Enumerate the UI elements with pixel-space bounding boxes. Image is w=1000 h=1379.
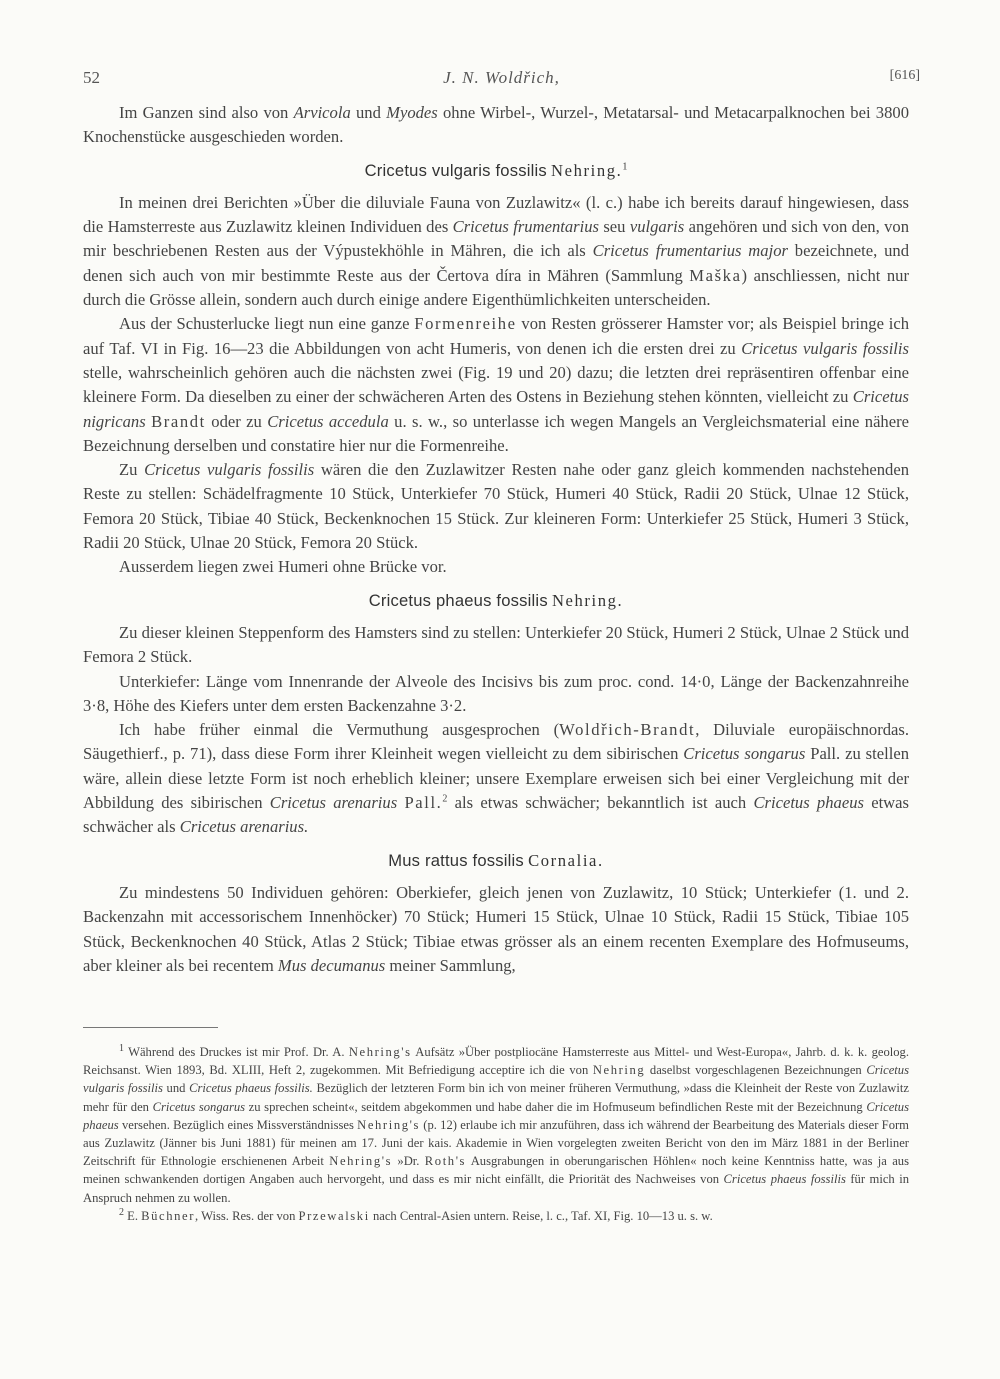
person-name: Nehring's <box>348 1045 412 1059</box>
running-header <box>83 68 920 94</box>
text-run: Unterkiefer: Länge vom Innenrande der Alveole des Incisivs bis zum proc. cond. 14·0, Länge der Backenzahnreihe 3·8, Höhe des Kiefers unter dem ersten Backenzahne 3·2. <box>83 671 909 715</box>
text-run: Ich habe früher einmal die Vermuthung ausgesprochen ( <box>119 720 560 740</box>
text-run: und <box>162 1081 190 1096</box>
text-run: E. <box>124 1208 142 1223</box>
text-run: von Resten grösserer Hamster vor; als Beispiel bringe ich auf Taf. VI in Fig. 16—23 die Abbildungen von acht Humeris, von denen ich die ersten drei zu <box>83 314 909 358</box>
taxon-name: Cricetus phaeus fossilis <box>723 1172 846 1187</box>
text-run: , Diluviale europäischnordas. Säugethierf., p. 71), dass diese Form ihrer Kleinheit wegen vielleicht zu dem sibirischen <box>83 720 909 764</box>
paragraph-8 <box>83 881 909 978</box>
person-name: Brandt <box>151 411 206 431</box>
text-run: In meinen drei Berichten »Über die diluviale Fauna von Zuzlawitz« (l. c.) habe ich bereits darauf hingewiesen, dass die Hamsterreste aus Zuzlawitz kleinen Individuen des <box>83 192 909 237</box>
section-taxon: Cricetus vulgaris fossilis <box>364 160 547 180</box>
text-run: als etwas schwächer; bekanntlich ist auch <box>447 793 754 813</box>
section-heading-cricetus-vulgaris <box>83 159 909 183</box>
text-run: versehen. Bezüglich eines Missverständnisses <box>118 1117 358 1132</box>
footnote-rule <box>83 1027 218 1028</box>
paragraph-7 <box>83 718 909 839</box>
text-run: seu <box>598 217 630 237</box>
section-heading-mus-rattus <box>83 849 909 873</box>
page-number: 52 <box>83 68 100 87</box>
paragraph-4 <box>83 555 909 579</box>
text-run: (p. 12) erlaube ich mir anzuführen, dass ich während der Bearbeitung des Materials dieser Form aus Zuzlawitz (Jänner bis Juni 1881) für meinen am 17. Juni der kais. Akademie in Wien vorgelegten zweiten Bericht von den im März 1881 in der Berliner Zeitschrift für Ethnologie erschienenen Arbeit <box>83 1117 909 1169</box>
paragraph-1 <box>83 191 909 312</box>
text-run: oder zu <box>205 411 268 431</box>
text-run: Ausgrabungen in oberungarischen Höhlen« noch keine Kenntniss hatte, was ja aus meinen schwankenden dortigen Angaben auch hervorgeht, und dass es mir nicht einfällt, die Priorität des Nachweises von <box>83 1154 909 1187</box>
text-run: ) anschliessen, nicht nur durch die Grösse allein, sondern auch durch einige andere Eigenthümlichkeiten unterscheiden. <box>83 265 909 310</box>
taxon-name: Cricetus phaeus <box>753 793 864 813</box>
person-name: Nehring's <box>357 1117 420 1132</box>
text-run: Zu <box>119 460 145 480</box>
taxon-name: Myodes <box>386 103 438 122</box>
person-name: Nehring <box>592 1063 646 1078</box>
paragraph-3 <box>83 458 909 555</box>
taxon-name: Cricetus arenarius. <box>179 817 309 837</box>
section-author: Cornalia. <box>528 850 604 870</box>
bracket-page-number: [616] <box>889 68 920 83</box>
text-run: Ausserdem liegen zwei Humeri ohne Brücke vor. <box>119 557 447 577</box>
text-run: Im Ganzen sind also von <box>119 103 294 122</box>
footnote-number: 1 <box>119 1042 124 1054</box>
person-name: Roth's <box>424 1154 467 1169</box>
taxon-name: Cricetus songarus <box>683 744 806 764</box>
taxon-name: Cricetus vulgaris fossilis <box>144 460 315 480</box>
running-title: J. N. Woldřich, <box>443 68 560 87</box>
person-name: Nehring's <box>329 1154 393 1169</box>
footnote-number: 2 <box>119 1206 124 1218</box>
taxon-name: Cricetus frumentarius <box>452 217 599 237</box>
text-run: ohne Wirbel-, Wurzel-, Metatarsal- und Metacarpalknochen bei 3800 Knochenstücke ausgeschieden worden. <box>83 103 909 147</box>
section-taxon: Cricetus phaeus fossilis <box>368 590 548 610</box>
text-run: Bezüglich der letzteren Form bin ich von meiner früheren Vermuthung, »dass die Kleinheit der Reste von Zuzlawitz mehr für den <box>83 1081 909 1114</box>
text-run: daselbst vorgeschlagenen Bezeichnungen <box>645 1063 867 1078</box>
paragraph-intro <box>83 101 909 150</box>
taxon-name: Mus decumanus <box>277 955 386 975</box>
text-run: , Wiss. Res. der von <box>195 1208 299 1223</box>
person-name: Pall. <box>404 793 443 813</box>
taxon-name: Arvicola <box>293 103 351 122</box>
taxon-name: Cricetus phaeus fossilis. <box>189 1081 313 1096</box>
text-run: Zu dieser kleinen Steppenform des Hamsters sind zu stellen: Unterkiefer 20 Stück, Humeri 2 Stück, Ulnae 2 Stück und Femora 2 Stück. <box>83 622 909 667</box>
taxon-name: Cricetus frumentarius major <box>592 241 788 261</box>
text-run: bezeichnete, und denen sich auch von mir bestimmte Reste aus der Čertova díra in Mähren (Sammlung <box>83 241 910 285</box>
text-run: nach Central-Asien untern. Reise, l. c., Taf. XI, Fig. 10—13 u. s. w. <box>369 1208 713 1223</box>
text-run: »Dr. <box>392 1154 425 1169</box>
section-heading-cricetus-phaeus <box>83 589 909 613</box>
paragraph-2 <box>83 312 909 458</box>
taxon-name: Cricetus vulgaris fossilis <box>83 1063 909 1096</box>
text-run: wären die den Zuzlawitzer Resten nahe oder ganz gleich kommenden nachstehenden Reste zu stellen: Schädelfragmente 10 Stück, Unterkiefer 70 Stück, Humeri 40 Stück, Radii 20 Stück, Ulnae 12 Stück, Femora 20 Stück, Tibiae 40 Stück, Beckenknochen 15 Stück. Zur kleineren Form: Unterkiefer 25 Stück, Humeri 3 Stück, Radii 20 Stück, Ulnae 20 Stück, Femora 20 Stück. <box>83 460 909 553</box>
section-author: Nehring. <box>551 590 624 610</box>
person-name: Maška <box>689 265 742 285</box>
taxon-name: Cricetus nigricans <box>83 387 909 431</box>
footnote-1 <box>83 1043 909 1207</box>
text-run: Pall. zu stellen wäre, allein diese letzte Form ist noch erheblich kleiner; unsere Exemplare erweisen sich bei einer Vergleichung mit der Abbildung des sibirischen <box>83 744 909 813</box>
text-run: meiner Sammlung, <box>385 955 516 975</box>
taxon-name: vulgaris <box>629 217 685 237</box>
section-author: Nehring. <box>551 160 623 180</box>
footnote-2 <box>83 1207 909 1225</box>
text-run: und <box>350 103 387 122</box>
paragraph-6 <box>83 670 909 719</box>
main-text <box>83 101 909 978</box>
person-name: Büchner <box>141 1208 196 1223</box>
text-run: Aufsätz »Über postpliocäne Hamsterreste aus Mittel- und West-Europa«, Jahrb. d. k. k. geolog. Reichsanst. Wien 1893, Bd. XLIII, Heft 2, zugekommen. Mit Befriedigung acceptire ich die von <box>83 1045 909 1078</box>
text-run: stelle, wahrscheinlich gehören auch die nächsten zwei (Fig. 19 und 20) dazu; die letzten drei repräsentiren offenbar eine kleinere Form. Da dieselben zu einer der schwächeren Arten des Ostens in Beziehung stehen könnten, vielleicht zu <box>83 362 909 407</box>
footnotes <box>83 1043 909 1225</box>
taxon-name: Cricetus songarus <box>152 1099 246 1114</box>
person-name: Przewalski <box>298 1208 370 1223</box>
paragraph-5 <box>83 621 909 670</box>
text-run: u. s. w., so unterlasse ich wegen Mangels an Vergleichsmaterial eine nähere Bezeichnung derselben und constatire hier nur die Formenreihe. <box>83 411 909 455</box>
footnote-ref: 1 <box>622 161 628 173</box>
text-run: Aus der Schusterlucke liegt nun eine ganze <box>119 314 415 334</box>
section-taxon: Mus rattus fossilis <box>388 850 524 870</box>
text-run: angehören und sich von den, von mir beschriebenen Resten aus der Výpustekhöhle in Mähren, die ich als <box>83 217 909 261</box>
text-run: Während des Druckes ist mir Prof. Dr. A. <box>124 1045 349 1059</box>
taxon-name: Cricetus vulgaris fossilis <box>741 338 909 358</box>
taxon-name: Cricetus accedula <box>267 411 389 431</box>
taxon-name: Cricetus phaeus <box>83 1099 909 1132</box>
person-name: Woldřich-Brandt <box>559 720 696 740</box>
text-run: Zu mindestens 50 Individuen gehören: Oberkiefer, gleich jenen von Zuzlawitz, 10 Stück; Unterkiefer (1. und 2. Backenzahn mit accessorischem Innenhöcker) 70 Stück; Humeri 15 Stück, Ulnae 10 Stück, Radii 15 Stück, Tibiae 105 Stück, Beckenknochen 40 Stück, Atlas 2 Stück; Tibiae etwas grösser als an einem recenten Exemplare des Hofmuseums, aber kleiner als bei recentem <box>83 882 909 975</box>
text-run: etwas schwächer als <box>83 793 909 837</box>
taxon-name: Cricetus arenarius <box>269 793 398 813</box>
text-run: zu sprechen scheint«, seitdem abgekommen und habe daher die im Hofmuseum befindlichen Reste mit der Bezeichnung <box>245 1099 867 1114</box>
footnote-ref: 2 <box>442 793 448 805</box>
text-run: für mich in Anspruch nehmen zu wollen. <box>83 1172 909 1205</box>
emphasis: Formenreihe <box>414 314 517 334</box>
